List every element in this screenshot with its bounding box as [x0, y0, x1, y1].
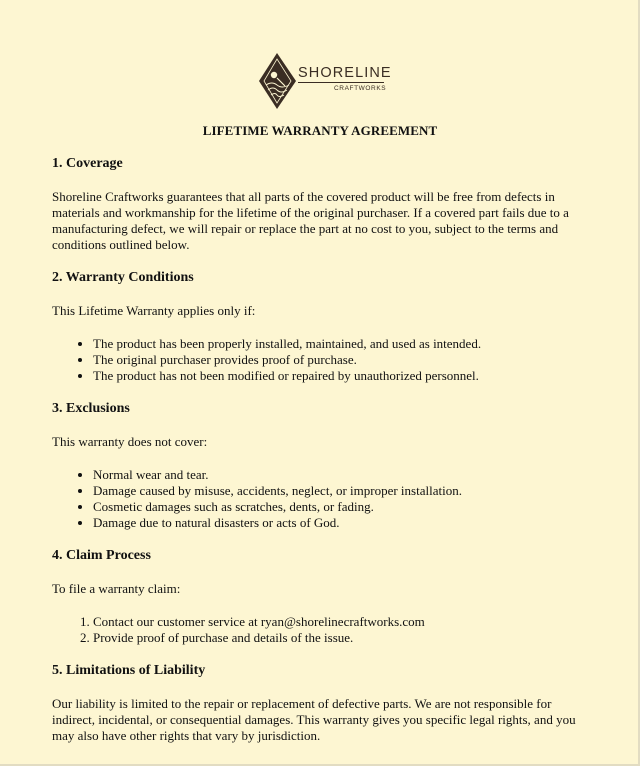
exclusions-intro: This warranty does not cover:: [52, 434, 208, 449]
list-item: • Cosmetic damages such as scratches, dents, or fading.: [93, 499, 592, 515]
list-item: • The product has been properly installed, maintained, and used as intended.: [93, 336, 592, 352]
claim-intro: To file a warranty claim:: [52, 581, 181, 596]
list-item: 2. Provide proof of purchase and details of the issue.: [93, 630, 592, 646]
document-body: [52, 156, 592, 761]
list-item: • Damage caused by misuse, accidents, neglect, or improper installation.: [93, 483, 592, 499]
list-item: 1. Contact our customer service at ryan@shorelinecraftworks.com: [93, 614, 592, 630]
logo-divider: [298, 82, 384, 83]
section-heading-liability: 5. Limitations of Liability: [52, 663, 206, 678]
document-title: LIFETIME WARRANTY AGREEMENT: [202, 123, 438, 138]
diamond-logo-icon: [258, 52, 298, 112]
list-item: • Damage due to natural disasters or acts of God.: [93, 515, 592, 531]
section-heading-exclusions: 3. Exclusions: [52, 401, 130, 416]
section-heading-conditions: 2. Warranty Conditions: [52, 270, 194, 285]
list-item: • Normal wear and tear.: [93, 467, 592, 483]
liability-text: Our liability is limited to the repair or replacement of defective parts. We are not responsible for indirect, incidental, or consequential damages. This warranty gives you specific legal rights, and you may also have other rights that vary by jurisdiction.: [52, 696, 576, 743]
logo-brand-text: SHORELINE: [298, 65, 392, 81]
logo-tagline-text: CRAFTWORKS: [334, 85, 387, 92]
section-heading-claim: 4. Claim Process: [52, 548, 151, 563]
list-item: • The product has not been modified or repaired by unauthorized personnel.: [93, 368, 592, 384]
coverage-text: Shoreline Craftworks guarantees that all parts of the covered product will be free from defects in materials and workmanship for the lifetime of the original purchaser. If a covered part fails due to a manufacturing defect, we will repair or replace the part at no cost to you, subject to the terms and conditions outlined below.: [52, 189, 569, 252]
company-logo: [258, 52, 392, 112]
section-heading-coverage: 1. Coverage: [52, 156, 123, 171]
conditions-list: [52, 336, 592, 384]
exclusions-list: [52, 467, 592, 531]
conditions-intro: This Lifetime Warranty applies only if:: [52, 303, 256, 318]
claim-steps-list: [52, 614, 592, 646]
list-item: • The original purchaser provides proof of purchase.: [93, 352, 592, 368]
